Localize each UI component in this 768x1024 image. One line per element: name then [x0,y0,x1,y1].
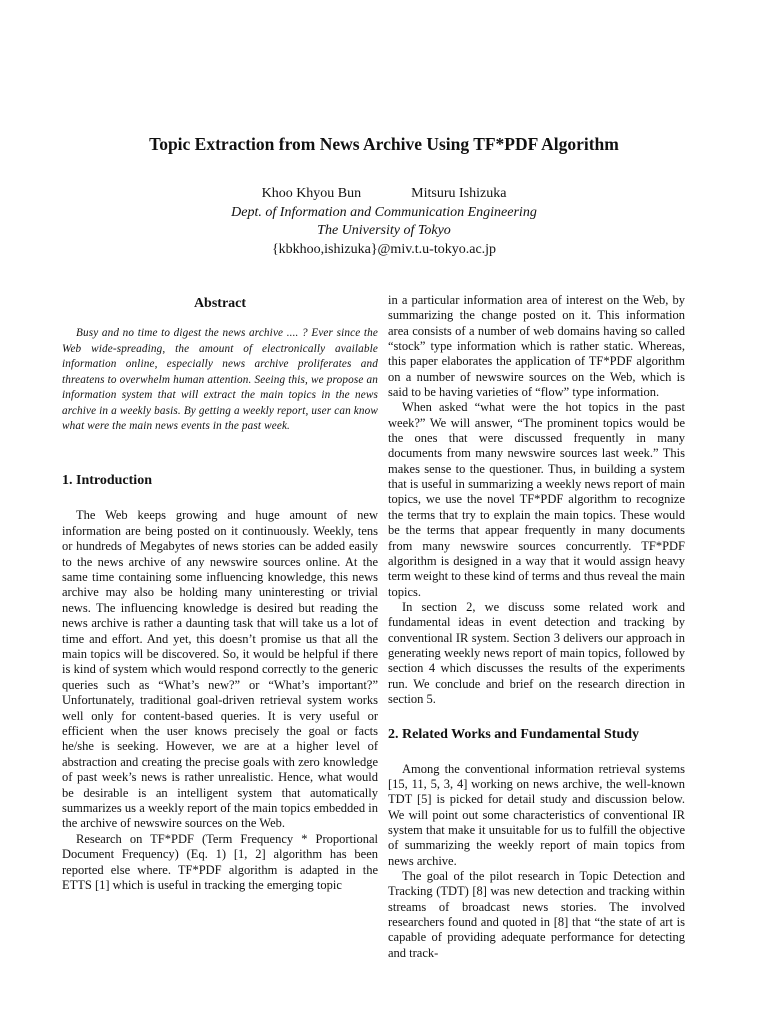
abstract-heading: Abstract [193,296,247,311]
section-heading-related-works: 2. Related Works and Fundamental Study [388,727,640,743]
left-column [62,296,378,893]
paragraph: The Web keeps growing and huge amount of new information are being posted on it continuously. Weekly, tens or hundreds of Megabytes of news stories can be added easily to the news archive of any newswire sources online. At the same time containing some influencing knowledge, this news archive may also be holding many uninteresting or trivial news. The influencing knowledge is desired but reading the news archive is rather a daunting task that will take us a lot of time and effort. And yet, this doesn’t promise us that all the main topics will be discovered. So, it would be helpful if there is kind of system which would respond correctly to the generic queries such as “What’s new?” or “What’s important?” Unfortunately, traditional goal-driven retrieval system works well only for content-based queries. It is very useful or efficient when the user knows precisely the goal or facts he/she is seeking. However, we are at a higher level of abstraction and creating the precise goals with zero knowledge of past week’s news is rather unrealistic. Hence, what would be desirable is an intelligent system that automatically summarizes us a weekly report of the main topics embedded in the archive of newswire sources on the Web. [62,508,378,831]
paragraph: The goal of the pilot research in Topic Detection and Tracking (TDT) [8] was new detection and tracking within streams of broadcast news stories. The involved researchers found and quoted in [8] that “the state of art is capable of providing adequate performance for detecting and track- [388,869,685,960]
author-names [0,185,768,204]
author-block [0,185,768,259]
affiliation-department: Dept. of Information and Communication Engineering [231,204,537,220]
section-heading-introduction: 1. Introduction [62,472,152,488]
right-column [388,293,685,961]
paragraph: Among the conventional information retrieval systems [15, 11, 5, 3, 4] working on news archive, the well-known TDT [5] is picked for detail study and discussion below. We will point out some characteristics of conventional IR system that make it unsuitable for us to fulfill the objective of summarizing the weekly report of main topics from news archive. [388,761,685,868]
author-name: Mitsuru Ishizuka [411,186,507,201]
author-email: {kbkhoo,ishizuka}@miv.t.u-tokyo.ac.jp [271,241,497,257]
affiliation-university: The University of Tokyo [317,223,451,238]
paragraph: In section 2, we discuss some related work and fundamental ideas in event detection and tracking by conventional IR system. Section 3 delivers our approach in generating weekly news report of main topics, followed by section 4 which discusses the results of the experiments run. We conclude and brief on the research direction in section 5. [388,599,685,706]
paragraph: When asked “what were the hot topics in the past week?” We will answer, “The prominent topics would be the ones that were discussed frequently in many documents from many newswire sources last week.” This makes sense to the questioner. Thus, in building a system that is useful in summarizing a weekly news report of main topics, we use the novel TF*PDF algorithm to recognize the terms that try to explain the main topics. These would be the terms that appear frequently in many documents from many newswire sources concurrently. TF*PDF algorithm is designed in a way that it would assign heavy term weight to these kind of terms and thus reveal the main topics. [388,400,685,599]
abstract-text: Busy and no time to digest the news archive .... ? Ever since the Web wide-spreading, the amount of electronically available information online, especially news archive proliferates and threatens to overwhelm human attention. Seeing this, we propose an information system that will extract the main topics in the news archive in a weekly basis. By getting a weekly report, user can know what were the main news events in the past week. [62,327,378,433]
paragraph: Research on TF*PDF (Term Frequency * Proportional Document Frequency) (Eq. 1) [1, 2] algorithm has been reported else where. TF*PDF algorithm is adapted in the ETTS [1] which is useful in tracking the emerging topic [62,831,378,893]
paper-title: Topic Extraction from News Archive Using TF*PDF Algorithm [149,134,619,154]
author-name: Khoo Khyou Bun [261,186,362,201]
paragraph: in a particular information area of interest on the Web, by summarizing the change posted on it. This information area consists of a number of web domains having so called “stock” type information which is rather static. Whereas, this paper elaborates the application of TF*PDF algorithm on a number of newswire sources on the Web, which is said to be having varieties of “flow” type information. [388,293,685,400]
